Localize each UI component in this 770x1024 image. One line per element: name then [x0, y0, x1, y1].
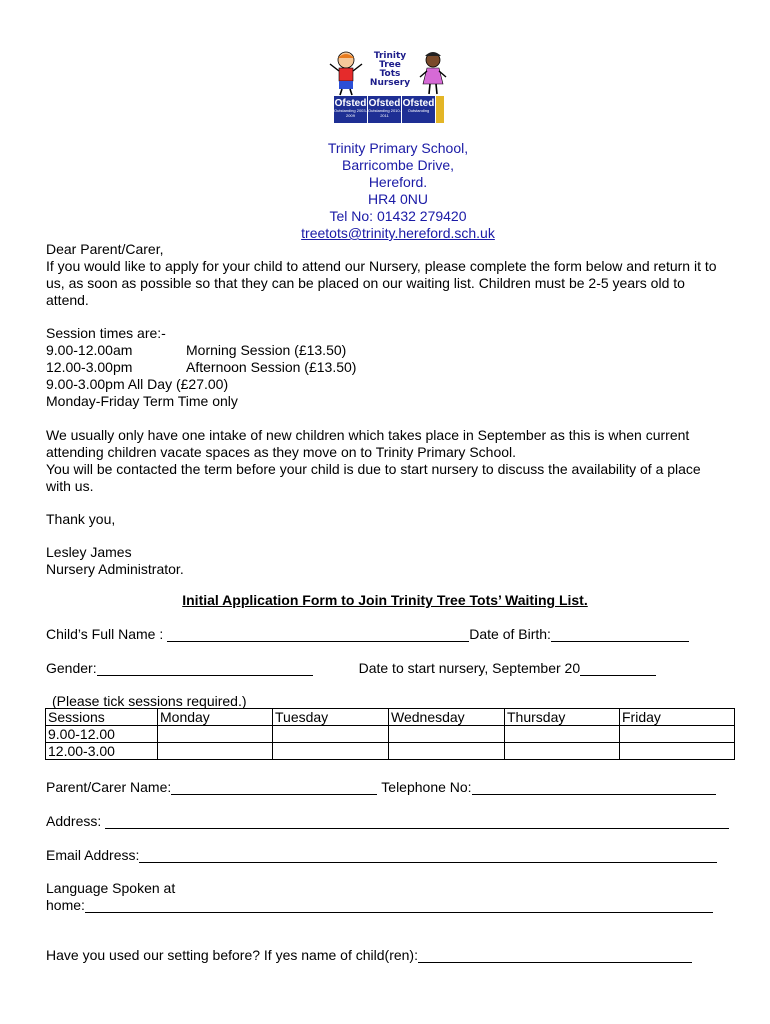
- session-desc: Morning Session (£13.50): [186, 342, 347, 358]
- sessions-table: [45, 708, 735, 760]
- tick-cell[interactable]: [158, 743, 273, 760]
- ofsted-badge-sub: Outstanding: [407, 108, 430, 113]
- address-field[interactable]: [105, 814, 729, 829]
- telephone-label: Telephone No:: [381, 779, 472, 795]
- dob-field[interactable]: [551, 627, 689, 642]
- language-row: [46, 897, 713, 913]
- ofsted-badge-label: Ofsted: [368, 98, 401, 109]
- parent-row: [46, 779, 716, 795]
- tick-cell[interactable]: [273, 743, 389, 760]
- table-header: Sessions: [46, 709, 158, 726]
- tick-cell[interactable]: [505, 743, 620, 760]
- ofsted-badge-label: Ofsted: [402, 98, 435, 109]
- phone: Tel No: 01432 279420: [329, 208, 467, 224]
- gender-field[interactable]: [97, 661, 313, 676]
- child-name-row: [46, 626, 689, 642]
- nursery-logo: [328, 50, 450, 130]
- setting-row: [46, 947, 692, 963]
- tick-cell[interactable]: [158, 726, 273, 743]
- table-row: [46, 726, 735, 743]
- table-header: Wednesday: [389, 709, 505, 726]
- address-row: [46, 813, 729, 829]
- ofsted-badge: [334, 96, 367, 123]
- session-time: 12.00-3.00pm: [46, 359, 133, 375]
- start-year-field[interactable]: [580, 661, 656, 676]
- gender-label: Gender:: [46, 660, 97, 676]
- school-address: [0, 140, 770, 242]
- tick-cell[interactable]: [505, 726, 620, 743]
- signatory-title: Nursery Administrator.: [46, 561, 184, 577]
- form-heading: Initial Application Form to Join Trinity Tree Tots’ Waiting List.: [182, 592, 588, 608]
- session-heading: Session times are:-: [46, 325, 166, 341]
- logo-title-line: Tots: [379, 69, 401, 79]
- logo-title: [364, 52, 416, 88]
- tick-note: (Please tick sessions required.): [52, 693, 247, 709]
- address-label: Address:: [46, 813, 102, 829]
- ofsted-badge-sub: Outstanding 2003-2009: [334, 108, 367, 118]
- ofsted-badges: [334, 96, 444, 123]
- child-name-label: Child’s Full Name :: [46, 626, 164, 642]
- table-header-row: [46, 709, 735, 726]
- table-header: Friday: [620, 709, 735, 726]
- girl-figure-icon: [418, 50, 448, 96]
- ofsted-badge-label: Ofsted: [334, 98, 367, 109]
- email-field[interactable]: [139, 848, 717, 863]
- email-row: [46, 847, 717, 863]
- contact-paragraph: You will be contacted the term before your child is due to start nursery to discuss the availability of a place with us.: [46, 461, 701, 494]
- letter-greeting: Dear Parent/Carer,: [46, 241, 164, 257]
- table-header: Tuesday: [273, 709, 389, 726]
- signatory: Lesley James: [46, 544, 132, 560]
- parent-name-label: Parent/Carer Name:: [46, 779, 172, 795]
- gender-row: [46, 660, 656, 676]
- table-header: Thursday: [505, 709, 620, 726]
- thanks: Thank you,: [46, 511, 116, 527]
- session-time: 9.00-12.00am: [46, 342, 133, 358]
- tick-cell[interactable]: [620, 726, 735, 743]
- letter-intro: If you would like to apply for your child to attend our Nursery, please complete the form below and return it to us, as soon as possible so that they can be placed on our waiting list. Children must be 2-5 years old to attend.: [46, 258, 717, 308]
- language-label-line2: home:: [46, 897, 85, 913]
- tick-cell[interactable]: [389, 743, 505, 760]
- language-field[interactable]: [85, 898, 713, 913]
- telephone-field[interactable]: [472, 780, 716, 795]
- start-date-label: Date to start nursery, September 20: [358, 660, 581, 676]
- language-label-line1: Language Spoken at: [46, 880, 176, 896]
- ofsted-badge: [368, 96, 401, 123]
- session-row-label: 9.00-12.00: [46, 726, 158, 743]
- ofsted-badge-sub: Outstanding 2010-2011: [368, 108, 401, 118]
- logo-title-line: Tree: [379, 60, 401, 70]
- logo-title-line: Nursery: [369, 78, 411, 88]
- session-desc: Afternoon Session (£13.50): [186, 359, 357, 375]
- session-row-label: 12.00-3.00: [46, 743, 158, 760]
- all-day-session: 9.00-3.00pm All Day (£27.00): [46, 376, 229, 392]
- gold-ribbon-icon: [436, 96, 444, 123]
- setting-field[interactable]: [418, 948, 692, 963]
- school-name: Trinity Primary School,: [327, 140, 469, 156]
- email-label: Email Address:: [46, 847, 140, 863]
- email-link[interactable]: treetots@trinity.hereford.sch.uk: [301, 225, 495, 241]
- dob-label: Date of Birth:: [469, 626, 551, 642]
- table-header: Monday: [158, 709, 273, 726]
- logo-title-line: Trinity: [373, 51, 407, 61]
- table-row: [46, 743, 735, 760]
- boy-figure-icon: [328, 50, 364, 96]
- street: Barricombe Drive,: [341, 157, 455, 173]
- child-name-field[interactable]: [167, 627, 469, 642]
- ofsted-badge: [402, 96, 435, 123]
- tick-cell[interactable]: [273, 726, 389, 743]
- town: Hereford.: [368, 174, 428, 190]
- tick-cell[interactable]: [620, 743, 735, 760]
- postcode: HR4 0NU: [368, 191, 428, 207]
- intake-paragraph: We usually only have one intake of new children which takes place in September as this is when current attending children vacate spaces as they move on to Trinity Primary School.: [46, 427, 690, 460]
- parent-name-field[interactable]: [171, 780, 377, 795]
- term-note: Monday-Friday Term Time only: [46, 393, 238, 409]
- setting-label: Have you used our setting before? If yes name of child(ren):: [46, 947, 418, 963]
- tick-cell[interactable]: [389, 726, 505, 743]
